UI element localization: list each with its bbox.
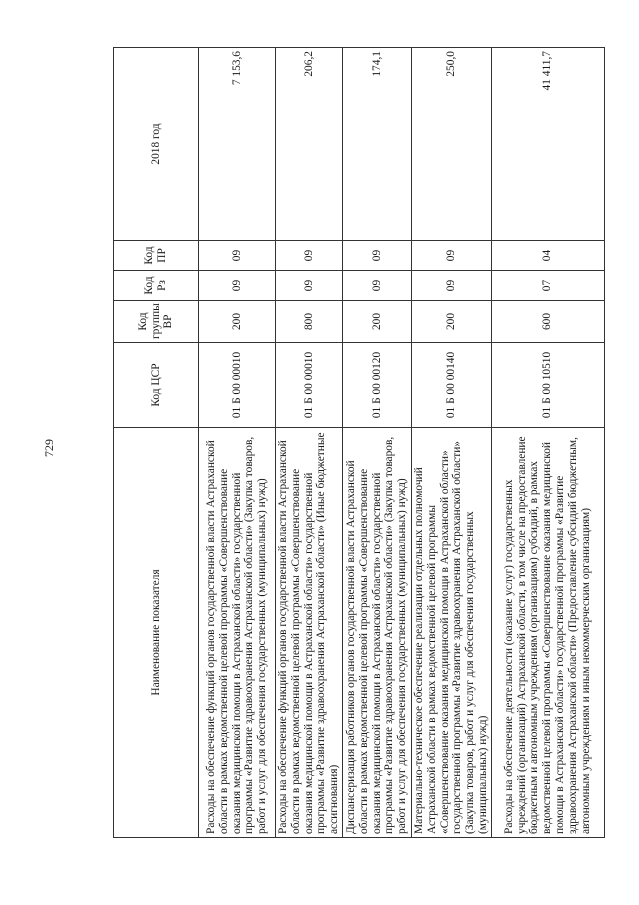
vr-code: 600	[491, 301, 604, 343]
rz-code: 09	[343, 271, 412, 301]
vr-code: 200	[412, 301, 492, 343]
csr-code: 01 Б 00 00010	[199, 343, 276, 428]
amount-2018: 250,0	[412, 48, 492, 241]
vr-code: 200	[199, 301, 276, 343]
pr-code: 04	[491, 241, 604, 271]
amount-2018: 174,1	[343, 48, 412, 241]
csr-code: 01 Б 00 00010	[276, 343, 343, 428]
amount-2018: 41 411,7	[491, 48, 604, 241]
amount-2018: 206,2	[276, 48, 343, 241]
csr-code: 01 Б 00 00120	[343, 343, 412, 428]
page-number: 729	[42, 439, 56, 457]
table-row	[343, 48, 412, 838]
pr-code: 09	[199, 241, 276, 271]
column-header-vr: Код группы ВР	[114, 301, 199, 343]
column-header-pr: Код ПР	[114, 241, 199, 271]
column-header-rz: Код Рз	[114, 271, 199, 301]
indicator-name: Расходы на обеспечение функций органов государственной власти Астраханской области в рамках ведомственной целевой программы «Совершенствование оказания медицинской помощи в Астраханской области» государственной программы «Развитие здравоохранения Астраханской области» (Закупка товаров, работ и услуг для обеспечения государственных (муниципальных) нужд)	[199, 428, 276, 838]
budget-table-rotated	[113, 48, 598, 838]
column-header-name: Наименование показателя	[114, 428, 199, 838]
rz-code: 09	[276, 271, 343, 301]
vr-code: 200	[343, 301, 412, 343]
pr-code: 09	[276, 241, 343, 271]
table-row	[412, 48, 492, 838]
csr-code: 01 Б 00 10510	[491, 343, 604, 428]
csr-code: 01 Б 00 00140	[412, 343, 492, 428]
indicator-name: Расходы на обеспечение функций органов государственной власти Астраханской области в рамках ведомственной целевой программы «Совершенствование оказания медицинской помощи в Астраханской области» государственной программы «Развитие здравоохранения Астраханской области» (Иные бюджетные ассигнования)	[276, 428, 343, 838]
rz-code: 09	[412, 271, 492, 301]
rz-code: 09	[199, 271, 276, 301]
vr-code: 800	[276, 301, 343, 343]
column-header-year: 2018 год	[114, 48, 199, 241]
table-row	[199, 48, 276, 838]
indicator-name: Материально-техническое обеспечение реализации отдельных полномочий Астраханской области в рамках ведомственной целевой программы «Совершенствование оказания медицинской помощи в Астраханской области» государственной программы «Развитие здравоохранения Астраханской области» (Закупка товаров, работ и услуг для обеспечения государственных (муниципальных) нужд)	[412, 428, 492, 838]
indicator-name: Диспансеризация работников органов государственной власти Астраханской области в рамках ведомственной целевой программы «Совершенствование оказания медицинской помощи в Астраханской области» государственной программы «Развитие здравоохранения Астраханской области» (Закупка товаров, работ и услуг для обеспечения государственных (муниципальных) нужд)	[343, 428, 412, 838]
budget-table	[113, 47, 605, 838]
table-row	[491, 48, 604, 838]
pr-code: 09	[412, 241, 492, 271]
table-row	[276, 48, 343, 838]
pr-code: 09	[343, 241, 412, 271]
rz-code: 07	[491, 271, 604, 301]
table-header-row	[114, 48, 199, 838]
column-header-csr: Код ЦСР	[114, 343, 199, 428]
amount-2018: 7 153,6	[199, 48, 276, 241]
indicator-name: Расходы на обеспечение деятельности (оказание услуг) государственных учреждений (организаций) Астраханской области, в том числе на предоставление бюджетным и автономным учреждениям (организациям) субсидий, в рамках ведомственной целевой программы «Совершенствование оказания медицинской помощи в Астраханской области» государственной программы «Развитие здравоохранения Астраханской области» (Предоставление субсидий бюджетным, автономным учреждениям и иным некоммерческим организациям)	[491, 428, 604, 838]
